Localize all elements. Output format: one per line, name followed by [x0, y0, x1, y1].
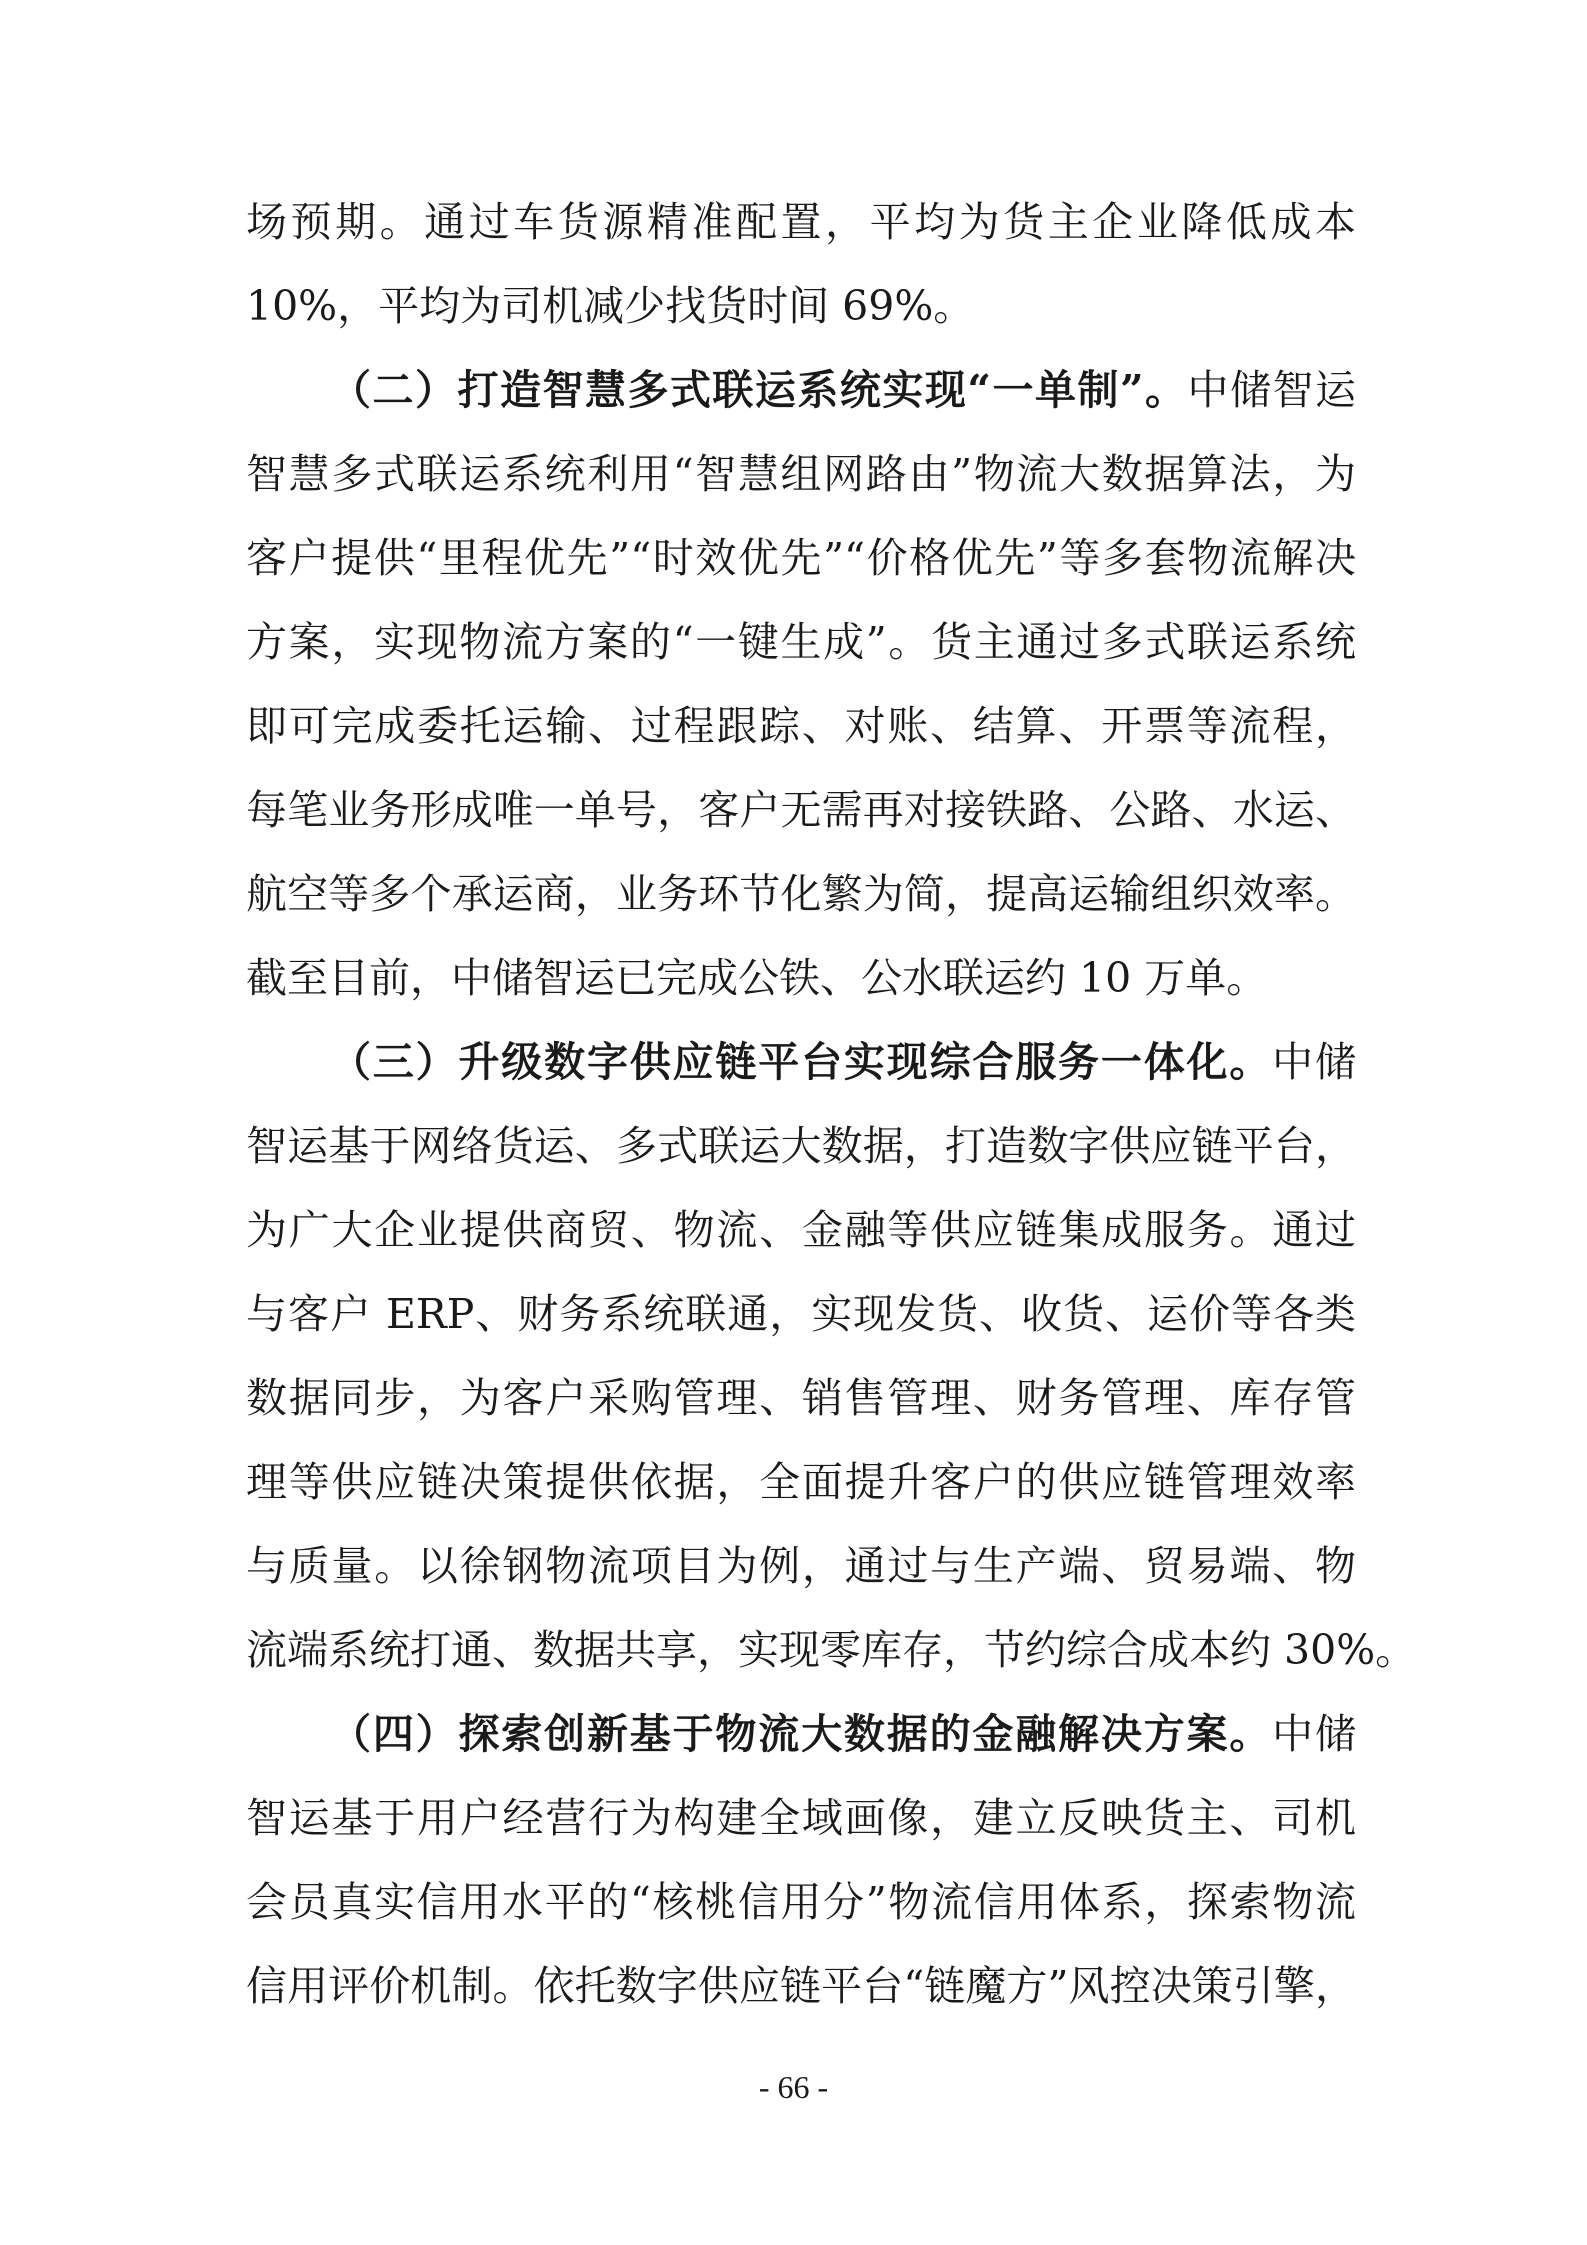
section-heading-line — [330, 348, 1356, 432]
body-line: 场预期。通过车货源精准配置，平均为货主企业降低成本 — [246, 198, 1356, 246]
body-line: 客户提供“里程优先”“时效优先”“价格优先”等多套物流解决 — [246, 534, 1356, 582]
body-line: 理等供应链决策提供依据，全面提升客户的供应链管理效率 — [246, 1458, 1356, 1506]
section-heading-line — [330, 1692, 1356, 1776]
section-heading: （三）升级数字供应链平台实现综合服务一体化。 — [330, 1038, 1273, 1086]
body-text: 中储智运 — [1187, 366, 1356, 414]
body-line: 数据同步，为客户采购管理、销售管理、财务管理、库存管 — [246, 1374, 1356, 1422]
body-line: 信用评价机制。依托数字供应链平台“链魔方”风控决策引擎， — [246, 1962, 1356, 2010]
body-line: 会员真实信用水平的“核桃信用分”物流信用体系，探索物流 — [246, 1878, 1356, 1926]
page-number: - 66 - — [758, 2069, 829, 2105]
body-line: 即可完成委托运输、过程跟踪、对账、结算、开票等流程， — [246, 702, 1356, 750]
section-heading: （二）打造智慧多式联运系统实现“一单制”。 — [330, 366, 1188, 414]
body-text: 中储 — [1272, 1038, 1356, 1086]
body-line: 方案，实现物流方案的“一键生成”。货主通过多式联运系统 — [246, 618, 1356, 666]
body-line: 流端系统打通、数据共享，实现零库存，节约综合成本约 30%。 — [246, 1626, 1417, 1674]
body-line: 智慧多式联运系统利用“智慧组网路由”物流大数据算法，为 — [246, 450, 1356, 498]
body-line: 智运基于网络货运、多式联运大数据，打造数字供应链平台， — [246, 1122, 1356, 1170]
body-text: 中储 — [1272, 1710, 1356, 1758]
body-line: 与质量。以徐钢物流项目为例，通过与生产端、贸易端、物 — [246, 1542, 1356, 1590]
body-line: 10%，平均为司机减少找货时间 69%。 — [246, 282, 975, 330]
body-line: 每笔业务形成唯一单号，客户无需再对接铁路、公路、水运、 — [246, 786, 1356, 834]
body-line: 与客户 ERP、财务系统联通，实现发货、收货、运价等各类 — [246, 1290, 1356, 1338]
body-line: 截至目前，中储智运已完成公铁、公水联运约 10 万单。 — [246, 954, 1268, 1002]
body-line: 航空等多个承运商，业务环节化繁为简，提高运输组织效率。 — [246, 870, 1356, 918]
section-heading: （四）探索创新基于物流大数据的金融解决方案。 — [330, 1710, 1273, 1758]
body-line: 为广大企业提供商贸、物流、金融等供应链集成服务。通过 — [246, 1206, 1356, 1254]
section-heading-line — [330, 1020, 1356, 1104]
body-line: 智运基于用户经营行为构建全域画像，建立反映货主、司机 — [246, 1794, 1356, 1842]
